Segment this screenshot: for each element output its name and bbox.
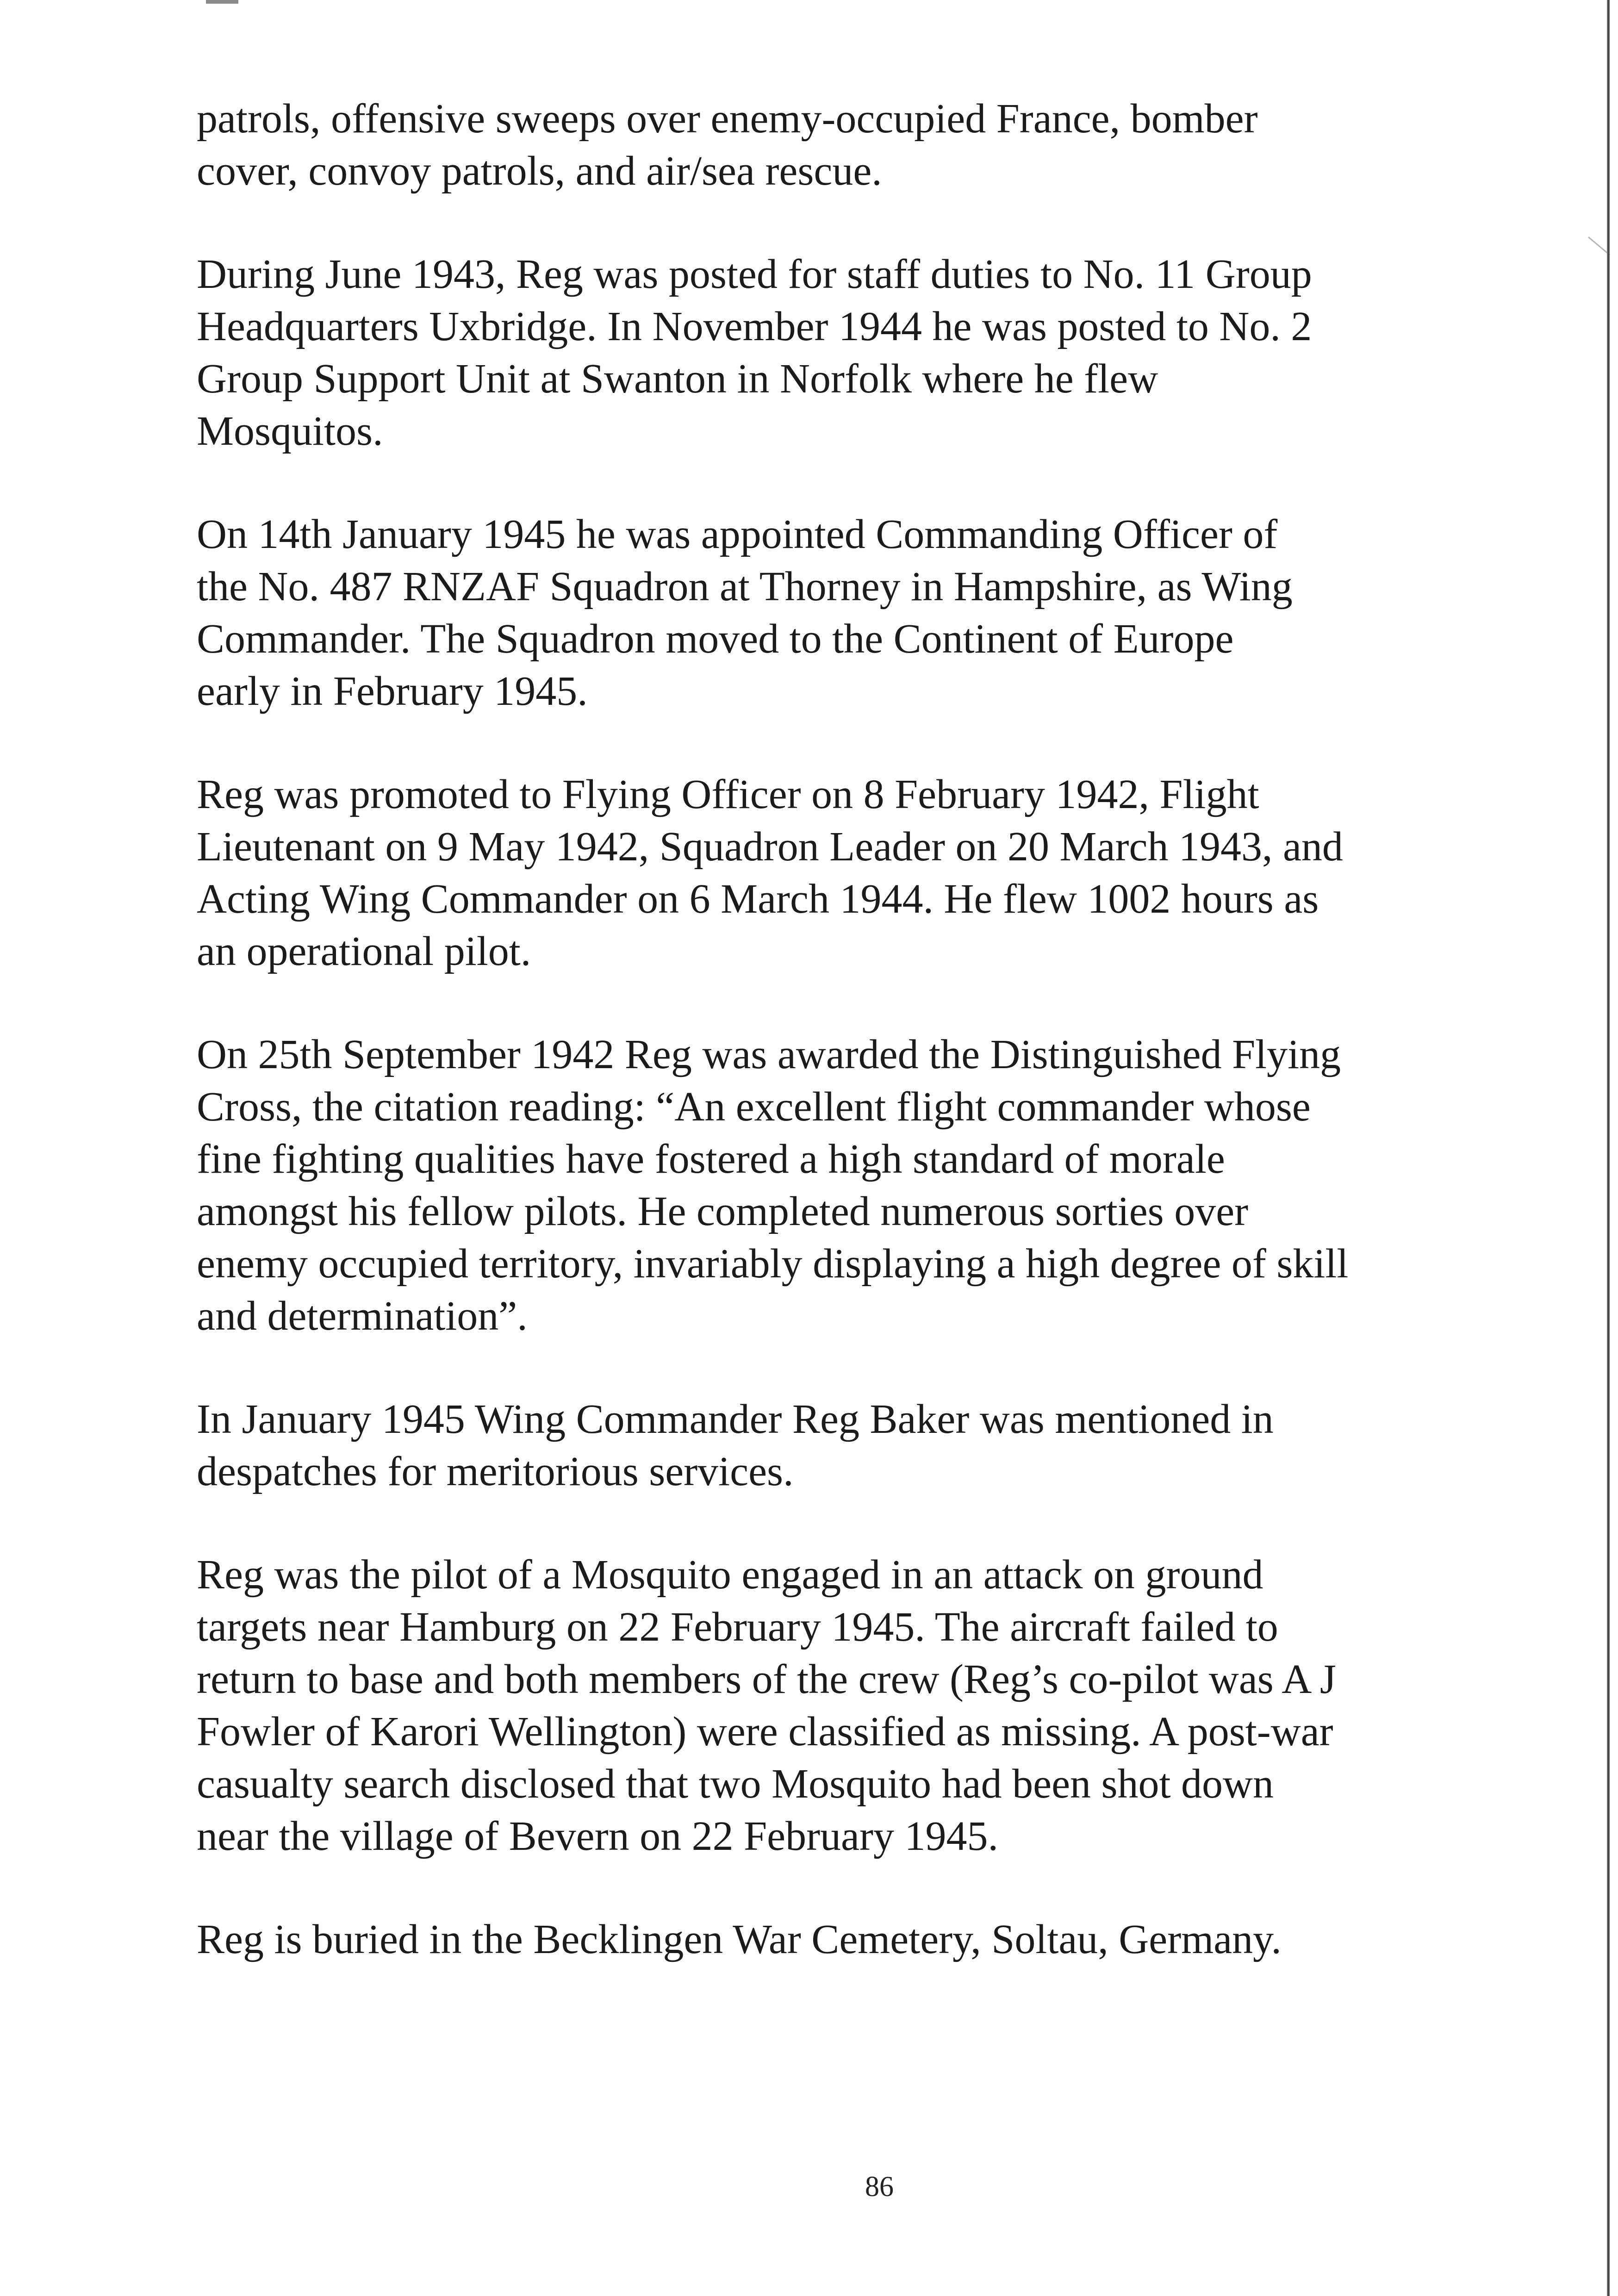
paragraph: patrols, offensive sweeps over enemy-occupied France, bomber cover, convoy patrols, and air/sea rescue. (197, 96, 1258, 194)
paragraph: Reg was the pilot of a Mosquito engaged in an attack on ground targets near Hamburg on 22 February 1945. The aircraft failed to return to base and both members of the crew (Reg’s co-pilot was A J Fowler of Karori Wellington) were classified as missing. A post-war casualty search disclosed that two Mosquito had been shot down near the village of Bevern on 22 February 1945. (197, 1552, 1336, 1859)
paragraph: On 25th September 1942 Reg was awarded the Distinguished Flying Cross, the citation reading: “An excellent flight commander whose fine fighting qualities have fostered a high standard of morale amongst his fellow pilots. He completed numerous sorties over enemy occupied territory, invariably displaying a high degree of skill and determination”. (197, 1032, 1349, 1339)
body-text (197, 93, 1474, 2016)
page-number: 86 (865, 2171, 894, 2203)
scan-mark (206, 0, 238, 4)
paragraph: During June 1943, Reg was posted for staff duties to No. 11 Group Headquarters Uxbridge. In November 1944 he was posted to No. 2 Group Support Unit at Swanton in Norfolk where he flew Mosquitos. (197, 251, 1312, 454)
paragraph: On 14th January 1945 he was appointed Commanding Officer of the No. 487 RNZAF Squadron at Thorney in Hampshire, as Wing Commander. The Squadron moved to the Continent of Europe early in February 1945. (197, 511, 1293, 714)
paragraph: Reg is buried in the Becklingen War Cemetery, Soltau, Germany. (197, 1916, 1282, 1962)
paragraph: In January 1945 Wing Commander Reg Baker was mentioned in despatches for meritorious services. (197, 1396, 1274, 1494)
paragraph: Reg was promoted to Flying Officer on 8 February 1942, Flight Lieutenant on 9 May 1942, Squadron Leader on 20 March 1943, and Acting Wing Commander on 6 March 1944. He flew 1002 hours as an operational pilot. (197, 772, 1343, 974)
binding-edge (1607, 0, 1610, 2296)
